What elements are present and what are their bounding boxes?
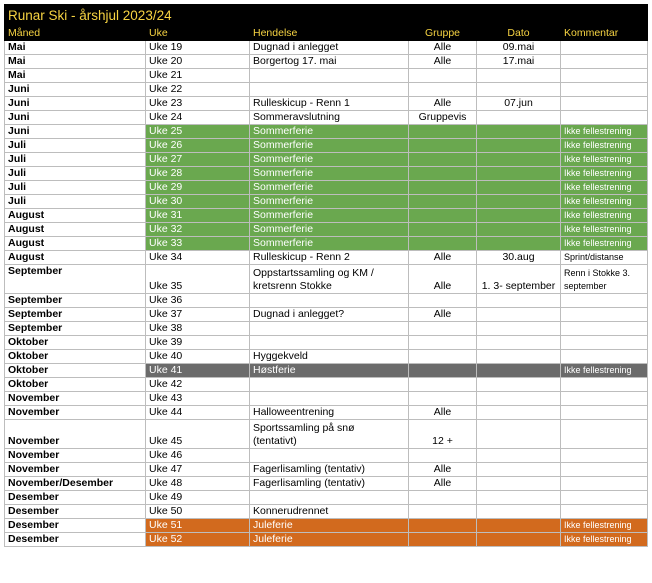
- month-cell[interactable]: November: [5, 449, 146, 463]
- week-cell[interactable]: Uke 47: [146, 463, 250, 477]
- comment-cell[interactable]: [561, 406, 648, 420]
- week-cell[interactable]: Uke 25: [146, 125, 250, 139]
- event-cell[interactable]: [250, 69, 409, 83]
- event-cell[interactable]: Juleferie: [250, 533, 409, 547]
- table-row: [5, 449, 648, 463]
- group-cell[interactable]: Alle: [409, 97, 477, 111]
- header-week[interactable]: Uke: [146, 27, 250, 41]
- event-cell[interactable]: Hyggekveld: [250, 350, 409, 364]
- date-cell[interactable]: [477, 491, 561, 505]
- week-cell[interactable]: Uke 36: [146, 294, 250, 308]
- month-cell[interactable]: November: [5, 463, 146, 477]
- date-cell[interactable]: [477, 195, 561, 209]
- table-row: [5, 69, 648, 83]
- month-cell[interactable]: August: [5, 209, 146, 223]
- date-cell[interactable]: [477, 378, 561, 392]
- header-event[interactable]: Hendelse: [250, 27, 409, 41]
- table-row: [5, 477, 648, 491]
- table-row: [5, 83, 648, 97]
- month-cell[interactable]: November: [5, 420, 146, 449]
- table-row-christmas-holiday: [5, 519, 648, 533]
- event-cell[interactable]: Dugnad i anlegget: [250, 41, 409, 55]
- week-cell[interactable]: Uke 37: [146, 308, 250, 322]
- group-cell[interactable]: [409, 449, 477, 463]
- comment-cell[interactable]: [561, 41, 648, 55]
- month-cell[interactable]: Juli: [5, 167, 146, 181]
- comment-cell[interactable]: [561, 449, 648, 463]
- date-cell[interactable]: [477, 223, 561, 237]
- week-cell[interactable]: Uke 30: [146, 195, 250, 209]
- group-cell[interactable]: Alle: [409, 41, 477, 55]
- spreadsheet: [4, 4, 647, 547]
- comment-cell[interactable]: Ikke fellestrening: [561, 533, 648, 547]
- group-cell[interactable]: Alle: [409, 55, 477, 69]
- week-cell[interactable]: Uke 45: [146, 420, 250, 449]
- date-cell[interactable]: [477, 308, 561, 322]
- month-cell[interactable]: Juni: [5, 111, 146, 125]
- month-cell[interactable]: Oktober: [5, 336, 146, 350]
- date-cell[interactable]: [477, 392, 561, 406]
- month-cell[interactable]: Mai: [5, 69, 146, 83]
- date-cell[interactable]: [477, 153, 561, 167]
- week-cell[interactable]: Uke 40: [146, 350, 250, 364]
- table-row: [5, 322, 648, 336]
- group-cell[interactable]: [409, 392, 477, 406]
- header-row: [5, 27, 648, 41]
- month-cell[interactable]: Juli: [5, 195, 146, 209]
- event-cell[interactable]: Sommerferie: [250, 139, 409, 153]
- comment-cell[interactable]: [561, 336, 648, 350]
- comment-cell[interactable]: Ikke fellestrening: [561, 195, 648, 209]
- week-cell[interactable]: Uke 24: [146, 111, 250, 125]
- month-cell[interactable]: Juli: [5, 153, 146, 167]
- header-comment[interactable]: Kommentar: [561, 27, 648, 41]
- event-cell[interactable]: Borgertog 17. mai: [250, 55, 409, 69]
- comment-cell[interactable]: Ikke fellestrening: [561, 237, 648, 251]
- week-cell[interactable]: Uke 22: [146, 83, 250, 97]
- event-cell[interactable]: [250, 420, 409, 449]
- month-cell[interactable]: August: [5, 251, 146, 265]
- table-row-christmas-holiday: [5, 533, 648, 547]
- month-cell[interactable]: Oktober: [5, 364, 146, 378]
- week-cell[interactable]: Uke 52: [146, 533, 250, 547]
- group-cell[interactable]: [409, 223, 477, 237]
- header-group[interactable]: Gruppe: [409, 27, 477, 41]
- week-cell[interactable]: Uke 26: [146, 139, 250, 153]
- table-row: [5, 336, 648, 350]
- month-cell[interactable]: November/Desember: [5, 477, 146, 491]
- date-cell[interactable]: [477, 237, 561, 251]
- table-row: [5, 97, 648, 111]
- date-cell[interactable]: [477, 209, 561, 223]
- date-cell[interactable]: [477, 364, 561, 378]
- comment-cell[interactable]: Ikke fellestrening: [561, 181, 648, 195]
- week-cell[interactable]: Uke 33: [146, 237, 250, 251]
- week-cell[interactable]: Uke 19: [146, 41, 250, 55]
- sheet-title[interactable]: Runar Ski - årshjul 2023/24: [5, 5, 648, 27]
- group-cell[interactable]: [409, 209, 477, 223]
- comment-cell[interactable]: Ikke fellestrening: [561, 519, 648, 533]
- event-cell[interactable]: Rulleskicup - Renn 1: [250, 97, 409, 111]
- group-cell[interactable]: [409, 181, 477, 195]
- table-row: [5, 406, 648, 420]
- date-cell[interactable]: [477, 336, 561, 350]
- date-cell[interactable]: [477, 477, 561, 491]
- week-cell[interactable]: Uke 49: [146, 491, 250, 505]
- event-cell[interactable]: [250, 265, 409, 294]
- week-cell[interactable]: Uke 39: [146, 336, 250, 350]
- table-row-summer-holiday: [5, 195, 648, 209]
- week-cell[interactable]: Uke 43: [146, 392, 250, 406]
- month-cell[interactable]: Desember: [5, 505, 146, 519]
- group-cell[interactable]: [409, 195, 477, 209]
- event-cell[interactable]: Fagerlisamling (tentativ): [250, 463, 409, 477]
- group-cell[interactable]: [409, 378, 477, 392]
- comment-cell[interactable]: [561, 265, 648, 294]
- month-cell[interactable]: Juli: [5, 139, 146, 153]
- event-cell[interactable]: [250, 336, 409, 350]
- table-row: [5, 505, 648, 519]
- group-cell[interactable]: [409, 533, 477, 547]
- week-cell[interactable]: Uke 35: [146, 265, 250, 294]
- month-cell[interactable]: August: [5, 223, 146, 237]
- table-row: [5, 111, 648, 125]
- date-cell[interactable]: [477, 125, 561, 139]
- group-cell[interactable]: [409, 336, 477, 350]
- comment-cell[interactable]: [561, 350, 648, 364]
- event-cell[interactable]: [250, 449, 409, 463]
- comment-line: Renn i Stokke 3.: [564, 268, 631, 278]
- group-cell[interactable]: [409, 69, 477, 83]
- event-cell[interactable]: Juleferie: [250, 519, 409, 533]
- week-cell[interactable]: Uke 46: [146, 449, 250, 463]
- month-cell[interactable]: Oktober: [5, 350, 146, 364]
- date-cell[interactable]: [477, 181, 561, 195]
- month-cell[interactable]: Juni: [5, 97, 146, 111]
- date-cell[interactable]: 09.mai: [477, 41, 561, 55]
- week-cell[interactable]: Uke 31: [146, 209, 250, 223]
- table-row: [5, 308, 648, 322]
- week-cell[interactable]: Uke 21: [146, 69, 250, 83]
- event-cell[interactable]: [250, 491, 409, 505]
- comment-cell[interactable]: Ikke fellestrening: [561, 153, 648, 167]
- week-cell[interactable]: Uke 32: [146, 223, 250, 237]
- group-cell[interactable]: [409, 322, 477, 336]
- group-cell[interactable]: Alle: [409, 477, 477, 491]
- month-cell[interactable]: Juni: [5, 83, 146, 97]
- comment-cell[interactable]: [561, 378, 648, 392]
- month-cell[interactable]: September: [5, 265, 146, 294]
- group-cell[interactable]: [409, 350, 477, 364]
- event-cell[interactable]: Fagerlisamling (tentativ): [250, 477, 409, 491]
- comment-cell[interactable]: [561, 420, 648, 449]
- table-row-summer-holiday: [5, 223, 648, 237]
- event-cell[interactable]: Høstferie: [250, 364, 409, 378]
- event-cell[interactable]: Halloweentrening: [250, 406, 409, 420]
- event-cell[interactable]: [250, 322, 409, 336]
- event-cell[interactable]: [250, 378, 409, 392]
- month-cell[interactable]: Juni: [5, 125, 146, 139]
- event-line: Oppstartssamling og KM /: [253, 267, 374, 279]
- comment-cell[interactable]: [561, 505, 648, 519]
- date-cell[interactable]: [477, 420, 561, 449]
- header-date[interactable]: Dato: [477, 27, 561, 41]
- group-cell[interactable]: [409, 519, 477, 533]
- date-cell[interactable]: [477, 505, 561, 519]
- month-cell[interactable]: September: [5, 308, 146, 322]
- table-row: [5, 294, 648, 308]
- table-row: [5, 350, 648, 364]
- week-cell[interactable]: Uke 34: [146, 251, 250, 265]
- event-cell[interactable]: Sommerferie: [250, 125, 409, 139]
- month-cell[interactable]: September: [5, 294, 146, 308]
- comment-cell[interactable]: Ikke fellestrening: [561, 364, 648, 378]
- week-cell[interactable]: Uke 50: [146, 505, 250, 519]
- table-row-summer-holiday: [5, 139, 648, 153]
- event-cell[interactable]: [250, 294, 409, 308]
- table-row: [5, 491, 648, 505]
- group-cell[interactable]: [409, 237, 477, 251]
- group-cell[interactable]: [409, 83, 477, 97]
- comment-cell[interactable]: [561, 97, 648, 111]
- date-cell[interactable]: [477, 350, 561, 364]
- table-row: [5, 392, 648, 406]
- month-cell[interactable]: November: [5, 406, 146, 420]
- event-cell[interactable]: Konnerudrennet: [250, 505, 409, 519]
- week-cell[interactable]: Uke 29: [146, 181, 250, 195]
- table-row-autumn-holiday: [5, 364, 648, 378]
- comment-cell[interactable]: Ikke fellestrening: [561, 139, 648, 153]
- event-cell[interactable]: Sommerferie: [250, 153, 409, 167]
- week-cell[interactable]: Uke 38: [146, 322, 250, 336]
- comment-cell[interactable]: [561, 294, 648, 308]
- group-cell[interactable]: [409, 505, 477, 519]
- table-row-summer-holiday: [5, 181, 648, 195]
- comment-line: september: [564, 281, 607, 291]
- date-cell[interactable]: 30.aug: [477, 251, 561, 265]
- date-cell[interactable]: [477, 533, 561, 547]
- event-cell[interactable]: Sommerferie: [250, 181, 409, 195]
- group-cell[interactable]: Alle: [409, 265, 477, 294]
- event-line: kretsrenn Stokke: [253, 280, 332, 292]
- comment-cell[interactable]: Ikke fellestrening: [561, 209, 648, 223]
- event-cell[interactable]: [250, 83, 409, 97]
- month-cell[interactable]: Juli: [5, 181, 146, 195]
- date-cell[interactable]: [477, 463, 561, 477]
- week-cell[interactable]: Uke 48: [146, 477, 250, 491]
- date-cell[interactable]: [477, 167, 561, 181]
- table-row: [5, 41, 648, 55]
- group-cell[interactable]: Alle: [409, 463, 477, 477]
- comment-cell[interactable]: [561, 308, 648, 322]
- date-cell[interactable]: [477, 406, 561, 420]
- comment-cell[interactable]: Ikke fellestrening: [561, 167, 648, 181]
- group-cell[interactable]: Alle: [409, 406, 477, 420]
- comment-cell[interactable]: [561, 477, 648, 491]
- comment-cell[interactable]: [561, 322, 648, 336]
- group-cell[interactable]: [409, 125, 477, 139]
- month-cell[interactable]: September: [5, 322, 146, 336]
- event-cell[interactable]: Dugnad i anlegget?: [250, 308, 409, 322]
- month-cell[interactable]: August: [5, 237, 146, 251]
- comment-cell[interactable]: [561, 392, 648, 406]
- month-cell[interactable]: Mai: [5, 55, 146, 69]
- comment-cell[interactable]: Ikke fellestrening: [561, 125, 648, 139]
- event-line: Sportssamling på snø: [253, 422, 355, 434]
- event-cell[interactable]: Sommerferie: [250, 209, 409, 223]
- week-cell[interactable]: Uke 44: [146, 406, 250, 420]
- table-row: [5, 420, 648, 449]
- table-row: [5, 378, 648, 392]
- comment-cell[interactable]: [561, 463, 648, 477]
- date-cell[interactable]: [477, 69, 561, 83]
- group-cell[interactable]: [409, 139, 477, 153]
- table-row: [5, 55, 648, 69]
- week-cell[interactable]: Uke 41: [146, 364, 250, 378]
- week-cell[interactable]: Uke 23: [146, 97, 250, 111]
- event-cell[interactable]: [250, 392, 409, 406]
- comment-cell[interactable]: [561, 83, 648, 97]
- table-row-summer-holiday: [5, 125, 648, 139]
- event-cell[interactable]: Rulleskicup - Renn 2: [250, 251, 409, 265]
- date-cell[interactable]: [477, 139, 561, 153]
- group-cell[interactable]: [409, 294, 477, 308]
- group-cell[interactable]: [409, 167, 477, 181]
- comment-cell[interactable]: [561, 491, 648, 505]
- week-cell[interactable]: Uke 27: [146, 153, 250, 167]
- month-cell[interactable]: Desember: [5, 491, 146, 505]
- group-cell[interactable]: Alle: [409, 308, 477, 322]
- comment-cell[interactable]: [561, 55, 648, 69]
- event-cell[interactable]: Sommerferie: [250, 167, 409, 181]
- table-row: [5, 251, 648, 265]
- comment-cell[interactable]: [561, 69, 648, 83]
- table-row: [5, 463, 648, 477]
- date-cell[interactable]: [477, 449, 561, 463]
- week-cell[interactable]: Uke 28: [146, 167, 250, 181]
- comment-cell[interactable]: [561, 111, 648, 125]
- date-cell[interactable]: [477, 83, 561, 97]
- group-cell[interactable]: Alle: [409, 251, 477, 265]
- date-cell[interactable]: 17.mai: [477, 55, 561, 69]
- group-cell[interactable]: Gruppevis: [409, 111, 477, 125]
- group-cell[interactable]: [409, 491, 477, 505]
- table-row-summer-holiday: [5, 153, 648, 167]
- month-cell[interactable]: November: [5, 392, 146, 406]
- date-cell[interactable]: [477, 322, 561, 336]
- week-cell[interactable]: Uke 42: [146, 378, 250, 392]
- group-cell[interactable]: [409, 364, 477, 378]
- event-cell[interactable]: Sommerferie: [250, 223, 409, 237]
- week-cell[interactable]: Uke 51: [146, 519, 250, 533]
- comment-cell[interactable]: Ikke fellestrening: [561, 223, 648, 237]
- table-row-summer-holiday: [5, 167, 648, 181]
- event-cell[interactable]: Sommerferie: [250, 195, 409, 209]
- event-cell[interactable]: Sommeravslutning: [250, 111, 409, 125]
- date-cell[interactable]: [477, 519, 561, 533]
- date-cell[interactable]: [477, 294, 561, 308]
- event-line: (tentativt): [253, 435, 297, 447]
- week-cell[interactable]: Uke 20: [146, 55, 250, 69]
- date-cell[interactable]: [477, 111, 561, 125]
- date-cell[interactable]: 1. 3- september: [477, 265, 561, 294]
- month-cell[interactable]: Desember: [5, 519, 146, 533]
- group-cell[interactable]: [409, 153, 477, 167]
- yearly-schedule-table: [4, 4, 648, 547]
- table-row: [5, 265, 648, 294]
- month-cell[interactable]: Oktober: [5, 378, 146, 392]
- group-cell[interactable]: 12 +: [409, 420, 477, 449]
- event-cell[interactable]: Sommerferie: [250, 237, 409, 251]
- date-cell[interactable]: 07.jun: [477, 97, 561, 111]
- header-month[interactable]: Måned: [5, 27, 146, 41]
- month-cell[interactable]: Desember: [5, 533, 146, 547]
- month-cell[interactable]: Mai: [5, 41, 146, 55]
- title-row: [5, 5, 648, 27]
- table-row-summer-holiday: [5, 209, 648, 223]
- table-row-summer-holiday: [5, 237, 648, 251]
- comment-cell[interactable]: Sprint/distanse: [561, 251, 648, 265]
